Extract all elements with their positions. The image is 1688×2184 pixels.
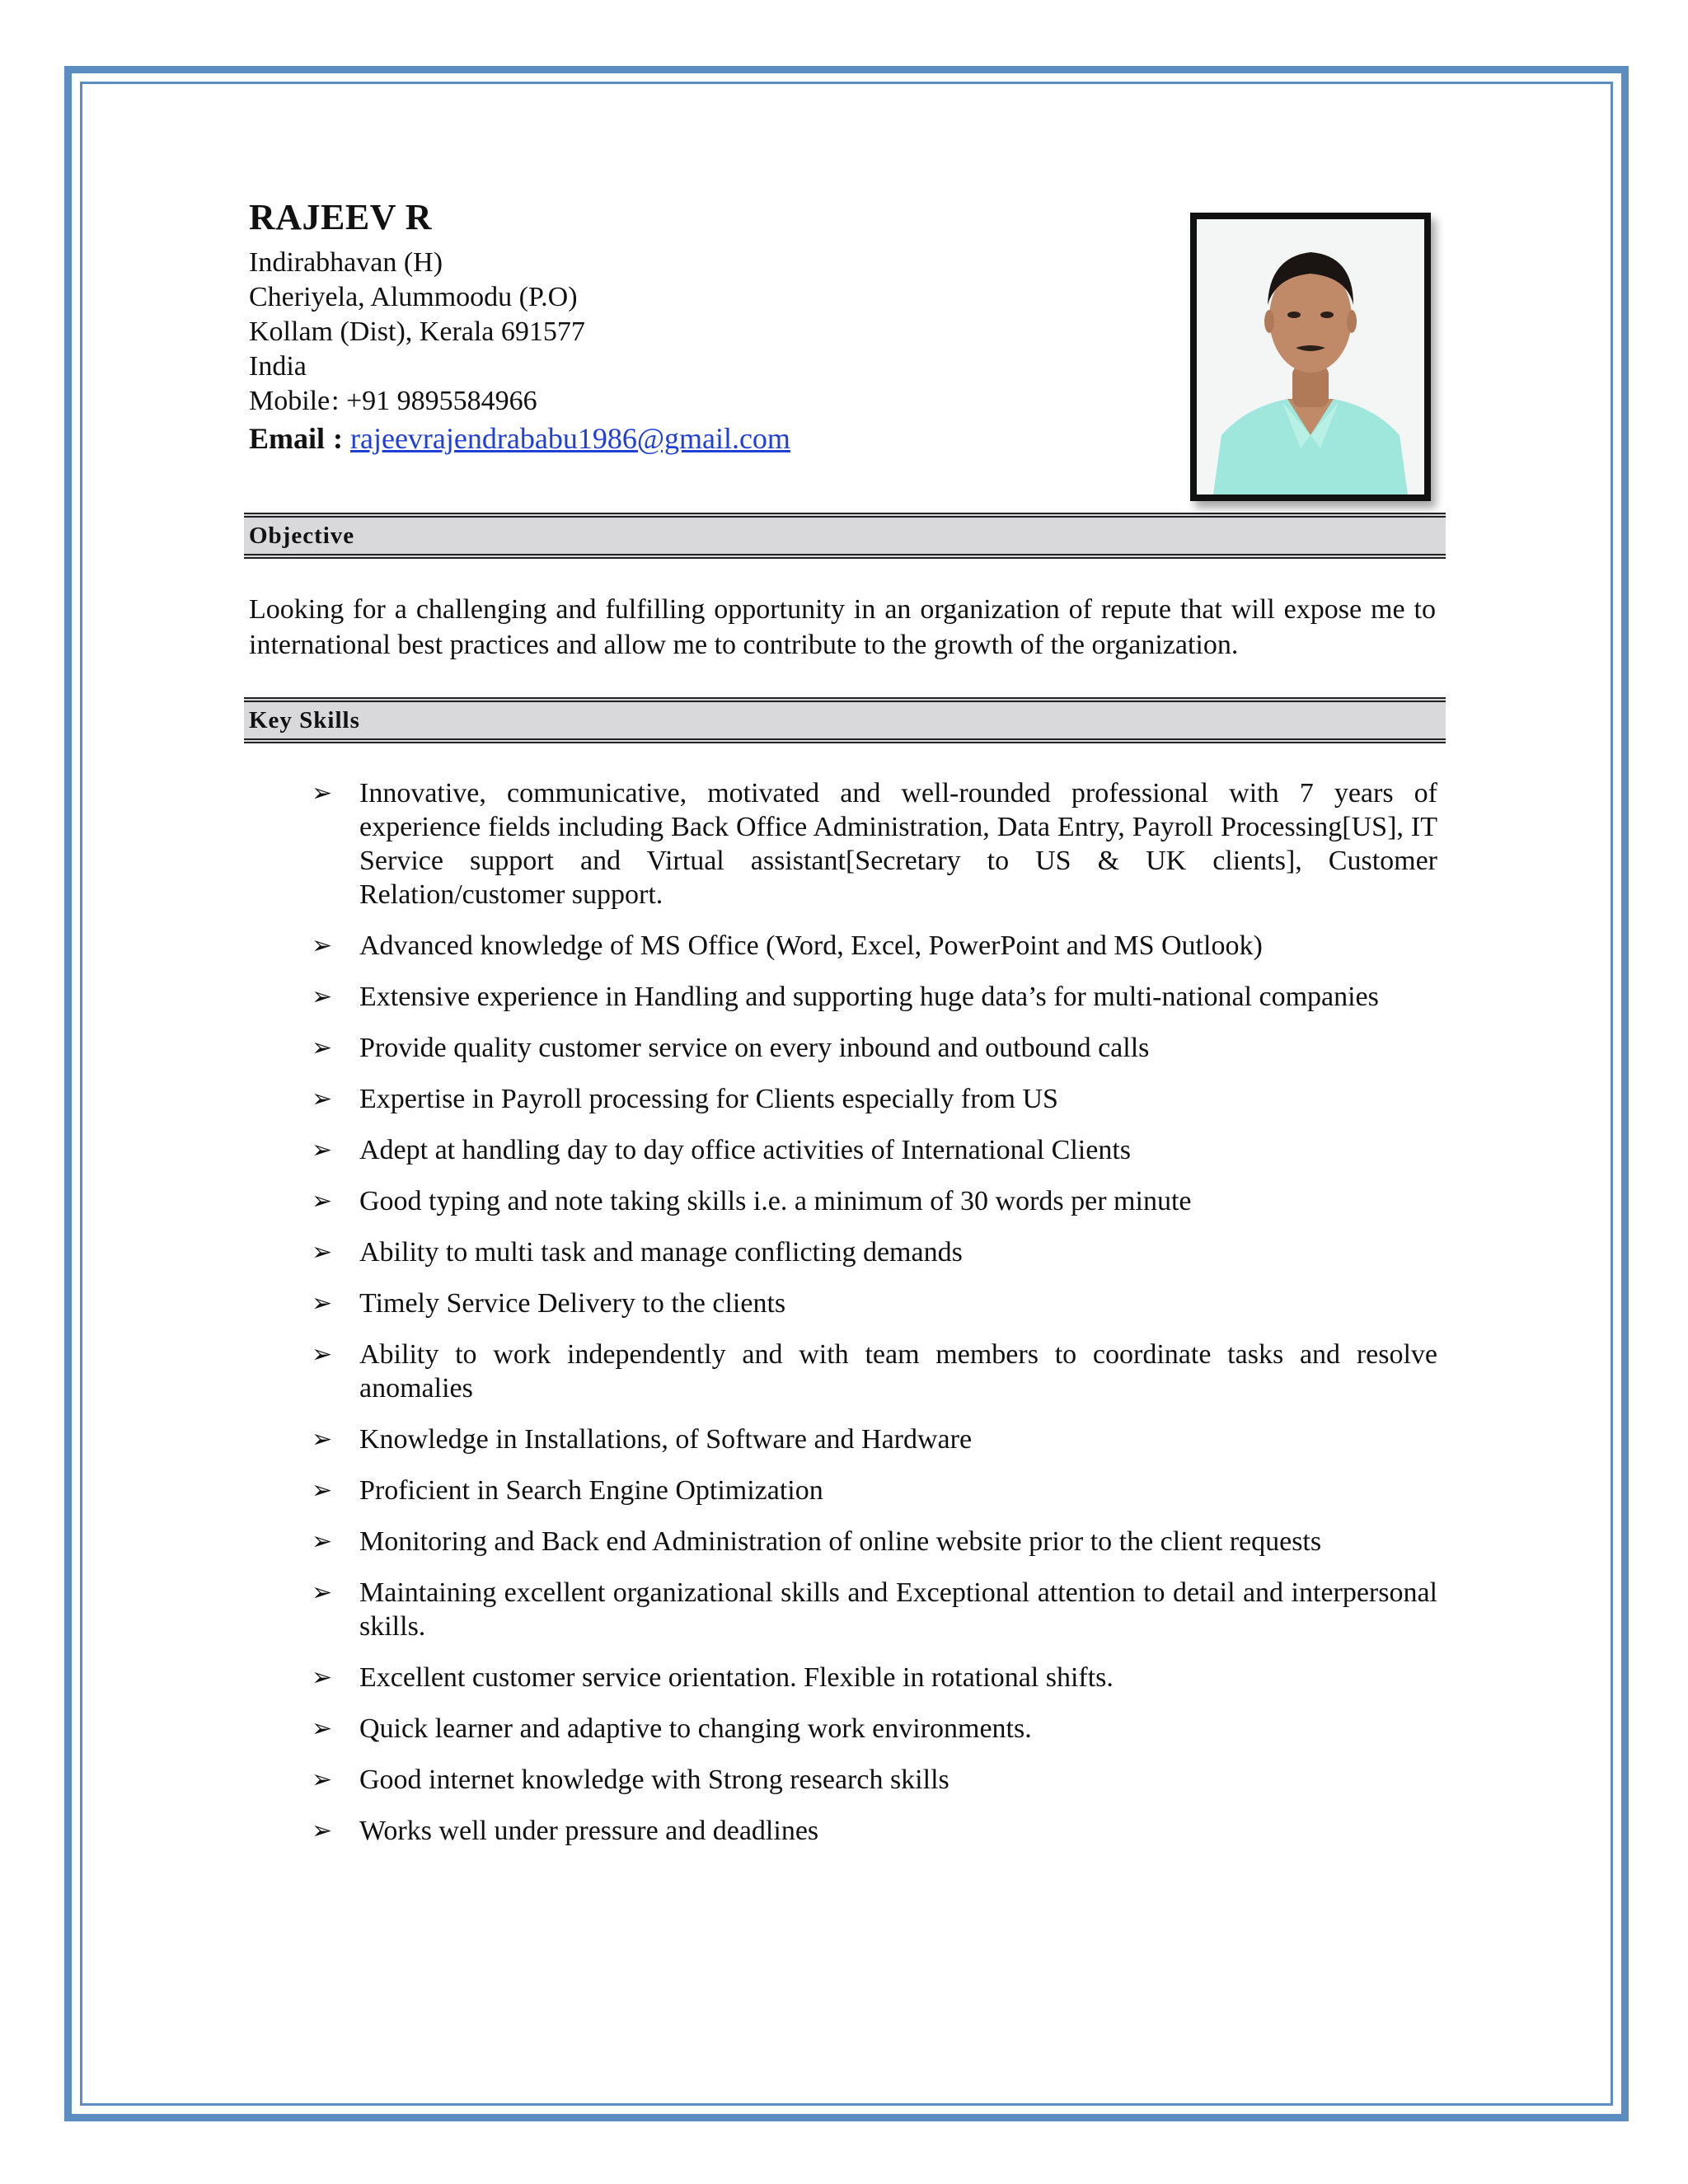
skill-item — [312, 1235, 1437, 1269]
skill-item — [312, 1576, 1437, 1643]
skill-text: Adept at handling day to day office activities of International Clients — [359, 1135, 1131, 1165]
skill-item — [312, 1184, 1437, 1218]
profile-photo — [1190, 213, 1431, 501]
skill-text: Provide quality customer service on every inbound and outbound calls — [359, 1033, 1150, 1063]
skill-item — [312, 1338, 1437, 1405]
arrow-bullet-icon: ➢ — [312, 1187, 333, 1216]
skill-text: Monitoring and Back end Administration of online website prior to the client requests — [359, 1526, 1322, 1557]
skill-text: Good internet knowledge with Strong research skills — [359, 1765, 950, 1795]
skill-text: Good typing and note taking skills i.e. a minimum of 30 words per minute — [359, 1186, 1192, 1216]
skill-text: Quick learner and adaptive to changing work environments. — [359, 1713, 1032, 1744]
arrow-bullet-icon: ➢ — [312, 1663, 333, 1692]
arrow-bullet-icon: ➢ — [312, 931, 333, 960]
skill-item — [312, 929, 1437, 963]
arrow-bullet-icon: ➢ — [312, 1340, 333, 1369]
skill-text: Knowledge in Installations, of Software and Hardware — [359, 1424, 973, 1455]
address-line-4: India — [249, 351, 307, 382]
skill-text: Expertise in Payroll processing for Clients especially from US — [359, 1084, 1058, 1114]
email-label: Email — [249, 422, 326, 455]
arrow-bullet-icon: ➢ — [312, 1765, 333, 1794]
email-line — [249, 424, 790, 453]
email-link[interactable]: rajeevrajendrababu1986@gmail.com — [350, 422, 790, 455]
skill-item — [312, 1474, 1437, 1507]
arrow-bullet-icon: ➢ — [312, 1289, 333, 1318]
arrow-bullet-icon: ➢ — [312, 1578, 333, 1607]
arrow-bullet-icon: ➢ — [312, 1816, 333, 1845]
arrow-bullet-icon: ➢ — [312, 1238, 333, 1267]
skill-text: Timely Service Delivery to the clients — [359, 1288, 786, 1319]
skill-text: Works well under pressure and deadlines — [359, 1816, 819, 1846]
arrow-bullet-icon: ➢ — [312, 779, 333, 808]
skill-item — [312, 1712, 1437, 1746]
skill-text: Maintaining excellent organizational skills and Exceptional attention to detail and interpersonal skills. — [359, 1577, 1437, 1642]
objective-section-header — [244, 513, 1446, 559]
key-skills-section-header — [244, 697, 1446, 743]
arrow-bullet-icon: ➢ — [312, 1527, 333, 1556]
skill-item — [312, 1082, 1437, 1116]
skill-item — [312, 1286, 1437, 1320]
arrow-bullet-icon: ➢ — [312, 1085, 333, 1113]
skill-text: Advanced knowledge of MS Office (Word, Excel, PowerPoint and MS Outlook) — [359, 930, 1263, 961]
arrow-bullet-icon: ➢ — [312, 1476, 333, 1505]
skill-item — [312, 980, 1437, 1014]
key-skills-title: Key Skills — [249, 707, 360, 733]
arrow-bullet-icon: ➢ — [312, 1033, 333, 1062]
arrow-bullet-icon: ➢ — [312, 1425, 333, 1454]
mobile-value: : +91 9895584966 — [331, 386, 537, 416]
address-line-3: Kollam (Dist), Kerala 691577 — [249, 316, 585, 347]
skill-text: Proficient in Search Engine Optimization — [359, 1475, 823, 1506]
skill-item — [312, 776, 1437, 912]
objective-text: Looking for a challenging and fulfilling opportunity in an organization of repute that will expose me to international best practices and allow me to contribute to the growth of the organization. — [249, 594, 1436, 660]
skill-item — [312, 1031, 1437, 1065]
mobile-label: Mobile — [249, 386, 331, 416]
skill-text: Ability to multi task and manage conflicting demands — [359, 1237, 963, 1268]
skill-item — [312, 1763, 1437, 1797]
skill-item — [312, 1422, 1437, 1456]
arrow-bullet-icon: ➢ — [312, 1136, 333, 1165]
address-line-2: Cheriyela, Alummoodu (P.O) — [249, 282, 578, 312]
skills-list — [312, 776, 1437, 1865]
email-separator: : — [333, 422, 350, 455]
candidate-name: RAJEEV R — [249, 197, 433, 237]
objective-title: Objective — [249, 523, 355, 549]
profile-photo-image — [1197, 219, 1424, 494]
mobile-line — [249, 387, 537, 415]
skill-text: Extensive experience in Handling and supporting huge data’s for multi-national companies — [359, 982, 1379, 1012]
skill-item — [312, 1661, 1437, 1694]
skill-text: Excellent customer service orientation. Flexible in rotational shifts. — [359, 1662, 1114, 1693]
arrow-bullet-icon: ➢ — [312, 1714, 333, 1743]
skill-item — [312, 1133, 1437, 1167]
skill-text: Ability to work independently and with team members to coordinate tasks and resolve anomalies — [359, 1339, 1437, 1404]
skill-item — [312, 1814, 1437, 1848]
arrow-bullet-icon: ➢ — [312, 982, 333, 1011]
address-line-1: Indirabhavan (H) — [249, 247, 443, 278]
skill-item — [312, 1525, 1437, 1558]
skill-text: Innovative, communicative, motivated and well-rounded professional with 7 years of experience fields including Back Office Administration, Data Entry, Payroll Processing[US], IT Service support and Virtual assistant[Secretary to US & UK clients], Customer Relation/customer support. — [359, 778, 1437, 910]
